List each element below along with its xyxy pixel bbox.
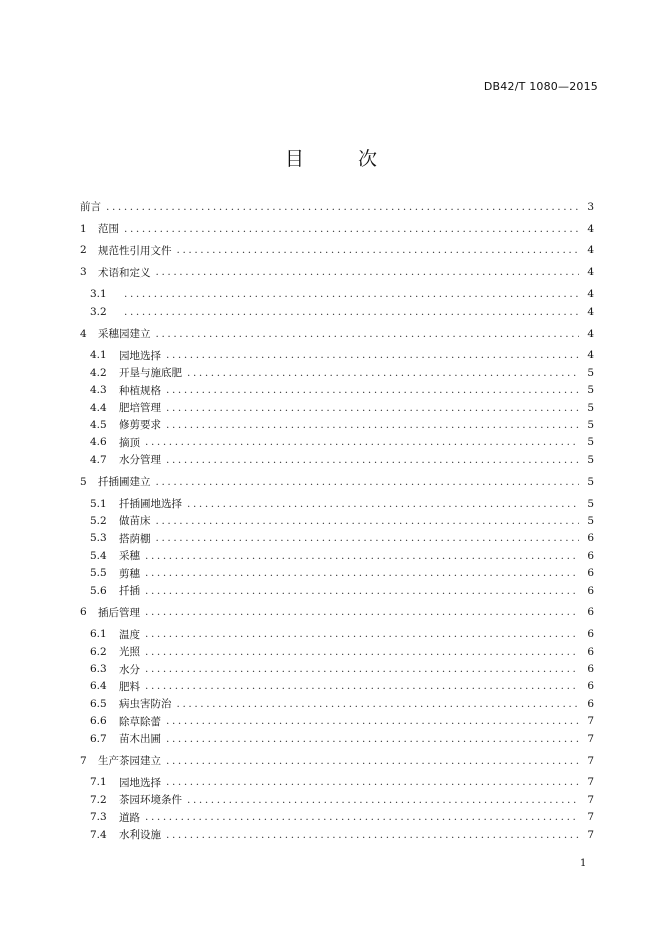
toc-entry-page: 7 <box>587 776 594 789</box>
toc-dot-leader <box>145 567 579 579</box>
toc-entry[interactable] <box>80 626 594 643</box>
toc-entry[interactable] <box>80 286 594 303</box>
toc-entry-number: 6.4 <box>90 680 107 693</box>
toc-dot-leader <box>166 733 579 745</box>
toc-entry[interactable] <box>80 416 594 433</box>
toc-entry-label: 采穗 <box>119 550 140 563</box>
toc-entry-number: 7.4 <box>90 828 107 841</box>
toc-entry-label: 生产茶园建立 <box>98 755 161 768</box>
toc-entry[interactable] <box>80 791 594 808</box>
toc-entry-page: 7 <box>587 828 594 841</box>
toc-entry-number: 5.2 <box>90 514 107 527</box>
table-of-contents <box>80 198 594 843</box>
toc-entry-number: 4.2 <box>90 366 107 379</box>
toc-entry-number: 2 <box>80 244 87 257</box>
toc-dot-leader <box>166 755 579 767</box>
toc-entry-number: 4.7 <box>90 453 107 466</box>
toc-entry[interactable] <box>80 564 594 581</box>
toc-entry-number: 5.6 <box>90 584 107 597</box>
toc-entry-number: 6.3 <box>90 663 107 676</box>
toc-entry[interactable] <box>80 473 594 490</box>
toc-entry-label: 水分管理 <box>119 454 161 467</box>
standard-code: DB42/T 1080—2015 <box>483 80 598 93</box>
toc-dot-leader <box>166 829 579 841</box>
toc-dot-leader <box>145 550 579 562</box>
toc-entry[interactable] <box>80 730 594 747</box>
toc-entry-label: 采穗园建立 <box>98 328 151 341</box>
toc-entry[interactable] <box>80 512 594 529</box>
toc-entry-label: 苗木出圃 <box>119 733 161 746</box>
toc-dot-leader <box>145 585 579 597</box>
toc-entry[interactable] <box>80 264 594 281</box>
toc-entry-number: 6.2 <box>90 645 107 658</box>
toc-entry[interactable] <box>80 364 594 381</box>
toc-entry-page: 5 <box>587 453 594 466</box>
toc-entry[interactable] <box>80 242 594 259</box>
toc-entry-number: 6.1 <box>90 628 107 641</box>
toc-entry-page: 4 <box>587 222 594 235</box>
toc-entry[interactable] <box>80 198 594 215</box>
toc-entry[interactable] <box>80 547 594 564</box>
toc-entry-number: 7.2 <box>90 793 107 806</box>
toc-entry[interactable] <box>80 752 594 769</box>
toc-entry-label: 摘顶 <box>119 436 140 449</box>
toc-entry-page: 6 <box>587 567 594 580</box>
toc-entry-number: 6.5 <box>90 697 107 710</box>
toc-entry-label: 扦插圃建立 <box>98 476 151 489</box>
toc-entry-number: 4.5 <box>90 418 107 431</box>
toc-dot-leader <box>187 367 579 379</box>
toc-entry-page: 5 <box>587 401 594 414</box>
toc-dot-leader <box>166 454 579 466</box>
toc-entry-label: 规范性引用文件 <box>98 244 172 257</box>
toc-entry[interactable] <box>80 451 594 468</box>
toc-dot-leader <box>124 288 579 300</box>
toc-entry-label: 园地选择 <box>119 349 161 362</box>
toc-entry-label: 做苗床 <box>119 515 151 528</box>
toc-entry-number: 6 <box>80 606 87 619</box>
toc-entry-number: 5.1 <box>90 497 107 510</box>
toc-entry-number: 3.2 <box>90 305 107 318</box>
toc-entry-label: 道路 <box>119 811 140 824</box>
toc-entry-number: 7.1 <box>90 776 107 789</box>
toc-entry-page: 5 <box>587 418 594 431</box>
toc-entry-page: 5 <box>587 384 594 397</box>
toc-entry[interactable] <box>80 660 594 677</box>
toc-entry-page: 3 <box>587 200 594 213</box>
toc-entry-label: 温度 <box>119 628 140 641</box>
toc-entry-page: 4 <box>587 244 594 257</box>
toc-entry-page: 5 <box>587 514 594 527</box>
toc-entry-number: 5.3 <box>90 532 107 545</box>
toc-entry-page: 5 <box>587 366 594 379</box>
toc-entry-label: 前言 <box>80 201 101 214</box>
toc-entry-page: 7 <box>587 732 594 745</box>
page-number: 1 <box>580 858 587 869</box>
toc-entry[interactable] <box>80 695 594 712</box>
toc-entry[interactable] <box>80 495 594 512</box>
toc-entry-label: 肥培管理 <box>119 402 161 415</box>
toc-dot-leader <box>145 811 579 823</box>
toc-entry-number: 4.6 <box>90 436 107 449</box>
toc-entry-number: 6.6 <box>90 715 107 728</box>
toc-entry-label: 插后管理 <box>98 606 140 619</box>
toc-entry-number: 5.4 <box>90 549 107 562</box>
toc-dot-leader <box>156 532 580 544</box>
toc-entry[interactable] <box>80 382 594 399</box>
toc-entry-page: 4 <box>587 349 594 362</box>
toc-dot-leader <box>145 628 579 640</box>
toc-entry-page: 4 <box>587 288 594 301</box>
toc-entry-page: 6 <box>587 663 594 676</box>
toc-dot-leader <box>145 663 579 675</box>
toc-dot-leader <box>177 698 580 710</box>
toc-dot-leader <box>187 498 579 510</box>
toc-dot-leader <box>166 384 579 396</box>
toc-dot-leader <box>166 715 579 727</box>
toc-entry-label: 茶园环境条件 <box>119 794 182 807</box>
toc-dot-leader <box>145 606 579 618</box>
toc-dot-leader <box>124 306 579 318</box>
toc-entry-page: 4 <box>587 305 594 318</box>
toc-entry-label: 术语和定义 <box>98 266 151 279</box>
toc-entry-number: 4.3 <box>90 384 107 397</box>
toc-entry-page: 6 <box>587 549 594 562</box>
toc-entry[interactable] <box>80 713 594 730</box>
toc-dot-leader <box>124 223 579 235</box>
toc-dot-leader <box>166 349 579 361</box>
toc-entry-label: 扦插 <box>119 585 140 597</box>
toc-entry-page: 6 <box>587 584 594 597</box>
toc-entry-number: 6.7 <box>90 732 107 745</box>
toc-entry[interactable] <box>80 530 594 547</box>
toc-dot-leader <box>106 201 579 213</box>
toc-dot-leader <box>145 436 579 448</box>
toc-entry-page: 7 <box>587 715 594 728</box>
toc-entry-label: 病虫害防治 <box>119 698 172 711</box>
toc-entry[interactable] <box>80 678 594 695</box>
toc-entry-label: 肥料 <box>119 680 140 693</box>
toc-entry-label: 搭荫棚 <box>119 532 151 545</box>
toc-dot-leader <box>156 266 580 278</box>
toc-entry-page: 7 <box>587 793 594 806</box>
toc-entry-label: 水分 <box>119 663 140 676</box>
toc-entry-page: 4 <box>587 327 594 340</box>
toc-entry-label: 水利设施 <box>119 829 161 842</box>
toc-entry-number: 3 <box>80 266 87 279</box>
toc-entry[interactable] <box>80 774 594 791</box>
toc-entry[interactable] <box>80 604 594 621</box>
toc-entry[interactable] <box>80 643 594 660</box>
toc-dot-leader <box>145 646 579 658</box>
toc-entry-label: 修剪要求 <box>119 419 161 432</box>
toc-entry-number: 7.3 <box>90 811 107 824</box>
toc-entry-page: 6 <box>587 628 594 641</box>
toc-dot-leader <box>166 419 579 431</box>
toc-entry-number: 1 <box>80 222 87 235</box>
toc-entry-label: 光照 <box>119 646 140 659</box>
toc-entry-label: 扦插圃地选择 <box>119 498 182 511</box>
toc-entry-label: 园地选择 <box>119 776 161 789</box>
toc-entry-page: 5 <box>587 475 594 488</box>
toc-entry-number: 7 <box>80 754 87 767</box>
toc-dot-leader <box>166 776 579 788</box>
toc-entry-number: 4.1 <box>90 349 107 362</box>
toc-entry-page: 7 <box>587 811 594 824</box>
toc-entry-page: 5 <box>587 436 594 449</box>
toc-entry-page: 5 <box>587 497 594 510</box>
toc-dot-leader <box>187 794 579 806</box>
toc-entry-label: 开垦与施底肥 <box>119 367 182 380</box>
toc-entry-page: 6 <box>587 680 594 693</box>
toc-entry-number: 4.4 <box>90 401 107 414</box>
toc-dot-leader <box>156 476 580 488</box>
toc-dot-leader <box>156 328 580 340</box>
toc-dot-leader <box>177 244 580 256</box>
toc-entry-page: 6 <box>587 532 594 545</box>
toc-entry-number: 3.1 <box>90 288 107 301</box>
toc-entry-number: 4 <box>80 327 87 340</box>
toc-entry[interactable] <box>80 303 594 320</box>
toc-entry-number: 5.5 <box>90 567 107 580</box>
toc-entry[interactable] <box>80 582 594 599</box>
toc-entry[interactable] <box>80 826 594 843</box>
page-title: 目 次 <box>284 148 402 170</box>
toc-entry[interactable] <box>80 434 594 451</box>
toc-entry-page: 6 <box>587 606 594 619</box>
toc-entry-number: 5 <box>80 475 87 488</box>
toc-entry[interactable] <box>80 809 594 826</box>
toc-entry-label: 除草除蕾 <box>119 715 161 728</box>
toc-dot-leader <box>145 680 579 692</box>
toc-entry-page: 7 <box>587 754 594 767</box>
toc-entry-page: 4 <box>587 266 594 279</box>
toc-entry-label: 剪穗 <box>119 567 140 580</box>
toc-entry-label: 种植规格 <box>119 384 161 397</box>
toc-entry[interactable] <box>80 325 594 342</box>
toc-entry[interactable] <box>80 220 594 237</box>
toc-entry-page: 6 <box>587 697 594 710</box>
toc-entry[interactable] <box>80 399 594 416</box>
toc-entry-page: 6 <box>587 645 594 658</box>
toc-dot-leader <box>156 515 580 527</box>
toc-entry-label: 范围 <box>98 223 119 236</box>
toc-entry[interactable] <box>80 347 594 364</box>
toc-dot-leader <box>166 402 579 414</box>
